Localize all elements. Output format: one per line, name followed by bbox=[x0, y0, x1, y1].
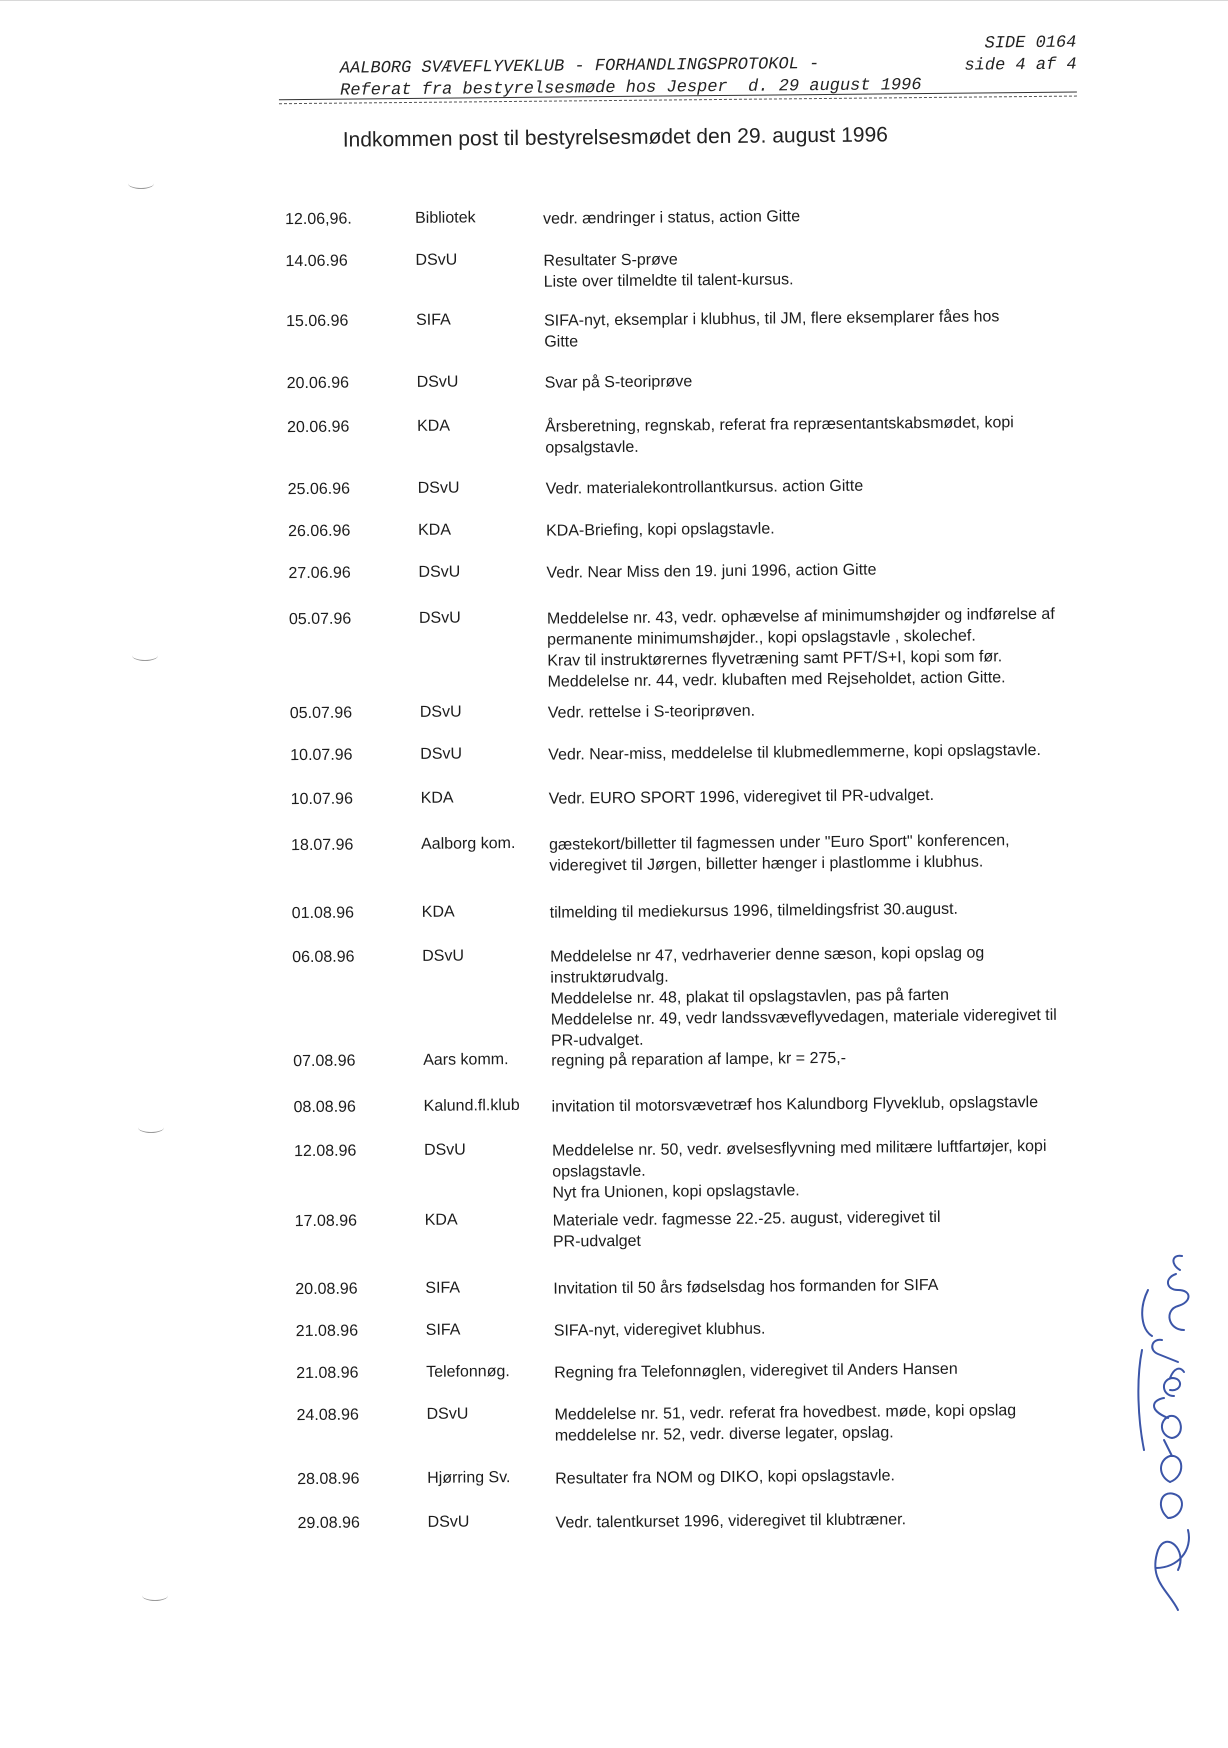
entry-sender: SIFA bbox=[415, 311, 451, 329]
entry-description-line: KDA-Briefing, kopi opslagstavle. bbox=[546, 520, 775, 540]
entry-sender: DSvU bbox=[426, 1405, 469, 1423]
entry-date: 05.07.96 bbox=[289, 704, 353, 723]
entry-sender: KDA bbox=[421, 903, 455, 921]
entry-description bbox=[546, 473, 1128, 500]
entry-sender: DSvU bbox=[418, 563, 461, 581]
entry-description bbox=[547, 603, 1130, 693]
entry-description-line: Årsberetning, regnskab, referat fra repræsentantskabsmødet, kopi bbox=[545, 414, 1014, 436]
entry-description bbox=[556, 1507, 1138, 1534]
mail-entry bbox=[295, 1273, 1135, 1302]
entry-date: 18.07.96 bbox=[291, 836, 354, 855]
entry-description-line: regning på reparation af lampe, kr = 275,- bbox=[551, 1049, 847, 1070]
entry-sender: DSvU bbox=[417, 479, 460, 497]
entry-description bbox=[554, 1399, 1136, 1447]
entry-sender: DSvU bbox=[415, 251, 458, 269]
entry-description bbox=[554, 1357, 1136, 1384]
entry-sender: DSvU bbox=[427, 1513, 470, 1531]
entry-date: 25.06.96 bbox=[287, 480, 351, 499]
entry-description-line: Svar på S-teoriprøve bbox=[544, 373, 693, 392]
hole-punch-mark bbox=[142, 1590, 168, 1601]
entry-description-line: Vedr. materialekontrollantkursus. action Gitte bbox=[545, 477, 864, 498]
entry-date: 26.06.96 bbox=[288, 522, 351, 541]
entry-date: 06.08.96 bbox=[292, 948, 355, 967]
entry-date: 14.06.96 bbox=[285, 252, 348, 271]
entry-sender: SIFA bbox=[425, 1279, 461, 1297]
mail-entry bbox=[296, 1399, 1136, 1449]
mail-entry bbox=[291, 783, 1131, 812]
entry-description-line: PR-udvalget bbox=[552, 1232, 642, 1251]
entry-date: 24.08.96 bbox=[296, 1406, 359, 1425]
entry-description bbox=[549, 783, 1131, 810]
entry-description-line: Resultater fra NOM og DIKO, kopi opslagstavle. bbox=[555, 1467, 895, 1488]
entry-description-line: Vedr. talentkurset 1996, videregivet til klubtræner. bbox=[555, 1511, 907, 1532]
hole-punch-mark bbox=[128, 178, 154, 189]
entry-date: 10.07.96 bbox=[290, 790, 354, 809]
mail-entry bbox=[290, 697, 1130, 726]
entry-description bbox=[543, 245, 1125, 293]
entry-date: 20.06.96 bbox=[286, 374, 350, 393]
entry-description-line: Vedr. Near Miss den 19. juni 1996, action Gitte bbox=[546, 561, 877, 582]
page-number: SIDE 0164 bbox=[984, 33, 1077, 54]
entry-description-line: Regning fra Telefonnøglen, videregivet til Anders Hansen bbox=[554, 1360, 958, 1382]
entry-description-line: Gitte bbox=[544, 333, 579, 351]
entry-description bbox=[554, 1315, 1136, 1342]
entry-sender: KDA bbox=[418, 521, 452, 539]
entry-date: 07.08.96 bbox=[293, 1052, 356, 1071]
mail-entry bbox=[286, 305, 1126, 355]
entry-description-line: vedr. ændringer i status, action Gitte bbox=[543, 208, 801, 228]
entry-description bbox=[543, 203, 1125, 230]
mail-entry bbox=[294, 1135, 1135, 1206]
entry-description bbox=[553, 1273, 1135, 1300]
entry-description-line: SIFA-nyt, videregivet klubhus. bbox=[553, 1320, 766, 1340]
mail-entry bbox=[285, 245, 1125, 295]
entry-date: 15.06.96 bbox=[285, 312, 349, 331]
entry-sender: KDA bbox=[424, 1211, 458, 1229]
entry-sender: DSvU bbox=[419, 703, 462, 721]
mail-entry bbox=[287, 411, 1127, 461]
entry-sender: DSvU bbox=[422, 947, 465, 965]
entry-sender: Aalborg kom. bbox=[421, 834, 516, 853]
entry-description-line: Meddelelse nr. 51, vedr. referat fra hovedbest. møde, kopi opslag bbox=[554, 1402, 1017, 1424]
entry-sender: KDA bbox=[420, 789, 454, 807]
entry-description bbox=[551, 1045, 1133, 1072]
entry-description-line: Meddelelse nr. 43, vedr. ophævelse af minimumshøjder og indførelse af bbox=[546, 605, 1055, 628]
entry-description-line: Meddelelse nr. 44, vedr. klubaften med Rejseholdet, action Gitte. bbox=[547, 669, 1006, 691]
mail-entry bbox=[296, 1315, 1136, 1344]
entry-sender: DSvU bbox=[416, 373, 459, 391]
entry-date: 08.08.96 bbox=[293, 1098, 356, 1117]
entry-description-line: tilmelding til mediekursus 1996, tilmeldingsfrist 30.august. bbox=[549, 900, 959, 922]
mail-entry bbox=[288, 557, 1128, 586]
entry-description-line: Materiale vedr. fagmesse 22.-25. august, videregivet til bbox=[552, 1208, 941, 1230]
entry-date: 20.06.96 bbox=[287, 418, 350, 437]
entry-date: 05.07.96 bbox=[288, 610, 352, 629]
mail-entry bbox=[295, 1205, 1135, 1255]
entry-description bbox=[548, 739, 1130, 766]
entry-description bbox=[550, 941, 1133, 1052]
club-protocol-title: AALBORG SVÆVEFLYVEKLUB - FORHANDLINGSPROTOKOL - bbox=[339, 55, 820, 79]
entry-date: 01.08.96 bbox=[291, 904, 355, 923]
entry-sender: DSvU bbox=[418, 609, 461, 627]
page-of-total: side 4 af 4 bbox=[964, 55, 1077, 76]
handwritten-signature bbox=[1108, 1250, 1228, 1620]
meeting-reference: Referat fra bestyrelsesmøde hos Jesper d. 29 august 1996 bbox=[339, 76, 922, 101]
mail-entry bbox=[294, 1091, 1134, 1120]
protocol-header bbox=[278, 33, 1077, 101]
entry-sender: Bibliotek bbox=[415, 209, 476, 227]
entry-description-line: Liste over tilmeldte til talent-kursus. bbox=[543, 271, 794, 291]
entry-description bbox=[545, 411, 1127, 459]
entry-description-line: Meddelelse nr 47, vedrhaverier denne sæson, kopi opslag og bbox=[550, 944, 985, 966]
entry-description bbox=[545, 367, 1127, 394]
entry-description-line: opsalgstavle. bbox=[545, 438, 639, 457]
entry-sender: Kalund.fl.klub bbox=[423, 1096, 520, 1115]
entry-date: 21.08.96 bbox=[296, 1364, 359, 1383]
entry-description-line: invitation til motorsvævetræf hos Kalundborg Flyveklub, opslagstavle bbox=[551, 1093, 1039, 1116]
entry-description-line: SIFA-nyt, eksemplar i klubhus, til JM, flere eksemplarer fåes hos bbox=[543, 308, 1000, 330]
entry-description-line: opslagstavle. bbox=[552, 1162, 646, 1181]
entry-description-line: Vedr. EURO SPORT 1996, videregivet til PR-udvalget. bbox=[548, 786, 935, 808]
entry-description-line: Nyt fra Unionen, kopi opslagstavle. bbox=[552, 1182, 800, 1202]
entry-date: 12.06,96. bbox=[285, 210, 352, 229]
entry-description-line: PR-udvalget. bbox=[550, 1031, 644, 1050]
incoming-mail-list bbox=[285, 203, 1125, 1533]
mail-entry bbox=[287, 367, 1127, 396]
entry-date: 12.08.96 bbox=[293, 1142, 357, 1161]
entry-description bbox=[553, 1205, 1135, 1253]
entry-date: 10.07.96 bbox=[290, 746, 353, 765]
mail-entry bbox=[285, 203, 1125, 232]
entry-description bbox=[555, 1463, 1137, 1490]
entry-description-line: Invitation til 50 års fødselsdag hos formanden for SIFA bbox=[553, 1276, 939, 1298]
entry-date: 20.08.96 bbox=[295, 1280, 358, 1299]
entry-sender: SIFA bbox=[425, 1321, 461, 1339]
entry-date: 29.08.96 bbox=[297, 1514, 360, 1533]
entry-date: 27.06.96 bbox=[288, 564, 351, 583]
document-title: Indkommen post til bestyrelsesmødet den 29. august 1996 bbox=[342, 123, 888, 152]
mail-entry bbox=[292, 941, 1133, 1054]
entry-description-line: Meddelelse nr. 48, plakat til opslagstavlen, pas på farten bbox=[550, 986, 950, 1008]
entry-description-line: gæstekort/billetter til fagmessen under "Euro Sport" konferencen, bbox=[549, 832, 1010, 854]
entry-sender: Aars komm. bbox=[423, 1051, 509, 1069]
entry-date: 21.08.96 bbox=[295, 1322, 359, 1341]
entry-description bbox=[544, 305, 1126, 353]
entry-description-line: Resultater S-prøve bbox=[543, 251, 678, 270]
entry-description bbox=[546, 515, 1128, 542]
entry-description bbox=[552, 1091, 1134, 1118]
entry-sender: DSvU bbox=[420, 745, 463, 763]
mail-entry bbox=[298, 1507, 1138, 1536]
entry-sender: DSvU bbox=[423, 1141, 466, 1159]
hole-punch-mark bbox=[132, 650, 158, 661]
mail-entry bbox=[291, 829, 1131, 879]
entry-description bbox=[549, 829, 1131, 877]
mail-entry bbox=[297, 1463, 1137, 1492]
entry-description-line: Vedr. rettelse i S-teoriprøven. bbox=[547, 702, 756, 722]
mail-entry bbox=[288, 473, 1128, 502]
entry-description bbox=[552, 1135, 1135, 1204]
entry-description-line: Krav til instruktørernes flyvetræning samt PFT/S+I, kopi som før. bbox=[547, 648, 1003, 670]
entry-date: 17.08.96 bbox=[294, 1212, 358, 1231]
entry-description bbox=[550, 897, 1132, 924]
entry-date: 28.08.96 bbox=[297, 1470, 360, 1489]
entry-description bbox=[546, 557, 1128, 584]
entry-description-line: instruktørudvalg. bbox=[550, 968, 669, 987]
entry-description-line: permanente minimumshøjder., kopi opslagstavle , skolechef. bbox=[547, 627, 976, 649]
mail-entry bbox=[290, 739, 1130, 768]
entry-description-line: Meddelelse nr. 50, vedr. øvelsesflyvning med militære luftfartøjer, kopi bbox=[551, 1137, 1047, 1160]
mail-entry bbox=[292, 897, 1132, 926]
entry-sender: Telefonnøg. bbox=[426, 1363, 510, 1381]
entry-description-line: meddelelse nr. 52, vedr. diverse legater, opslag. bbox=[554, 1424, 894, 1445]
entry-description-line: Vedr. Near-miss, meddelelse til klubmedlemmerne, kopi opslagstavle. bbox=[548, 741, 1041, 764]
entry-description bbox=[548, 697, 1130, 724]
entry-description-line: Meddelelse nr. 49, vedr landssvæveflyvedagen, materiale videregivet til bbox=[550, 1006, 1057, 1029]
hole-punch-mark bbox=[138, 1122, 164, 1133]
entry-sender: KDA bbox=[417, 417, 451, 435]
mail-entry bbox=[288, 515, 1128, 544]
mail-entry bbox=[296, 1357, 1136, 1386]
entry-description-line: videregivet til Jørgen, billetter hænger i plastlomme i klubhus. bbox=[549, 853, 984, 875]
mail-entry bbox=[289, 603, 1130, 695]
entry-sender: Hjørring Sv. bbox=[427, 1469, 511, 1487]
